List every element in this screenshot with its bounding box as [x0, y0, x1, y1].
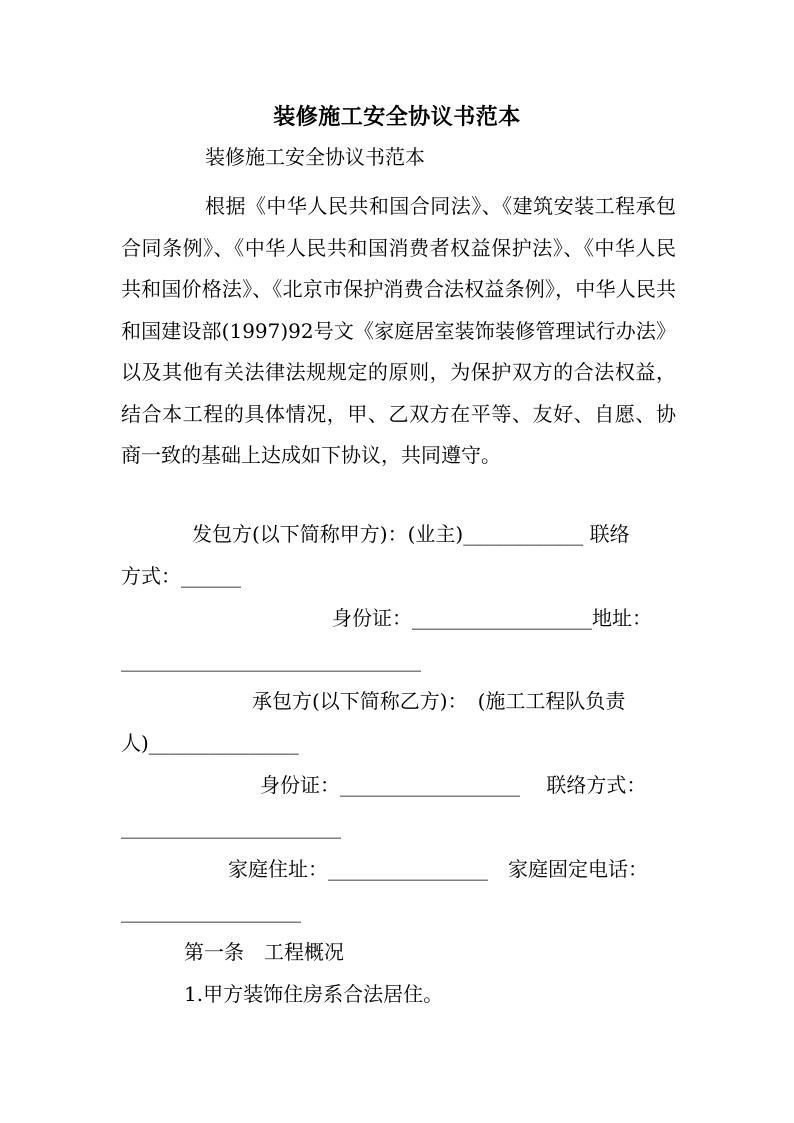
- intro-paragraph: [121, 186, 676, 477]
- home-address-line: 家庭住址：________________ 家庭固定电话：: [228, 857, 648, 881]
- article1-item1: 1.甲方装饰住房系合法居住。: [184, 982, 444, 1006]
- party-b-person-line: 人)_______________: [121, 731, 299, 755]
- document-subtitle: 装修施工安全协议书范本: [205, 145, 425, 169]
- party-b-line: 承包方(以下简称乙方)： (施工工程队负责: [252, 689, 626, 713]
- party-b-contact-blank: ______________________: [121, 815, 341, 839]
- party-b-id-line: 身份证：__________________ 联络方式：: [260, 773, 647, 797]
- party-a-contact-line: 方式：______: [121, 564, 241, 588]
- party-a-line: 发包方(以下简称甲方)：(业主)____________ 联络: [192, 522, 630, 546]
- home-phone-blank: __________________: [121, 899, 301, 923]
- document-title: 装修施工安全协议书范本: [273, 104, 521, 130]
- party-a-id-line: 身份证：__________________地址：: [332, 606, 652, 630]
- article1-heading: 第一条 工程概况: [184, 940, 344, 964]
- party-a-address-blank: ______________________________: [121, 648, 421, 672]
- intro-text: 根据《中华人民共和国合同法》、《建筑安装工程承包合同条例》、《中华人民共和国消费者权益保护法》、《中华人民共和国价格法》、《北京市保护消费合法权益条例》，中华人民共和国建设部(1997)92号文《家庭居室装饰装修管理试行办法》以及其他有关法律法规规定的原则，为保护双方的合法权益，结合本工程的具体情况，甲、乙双方在平等、友好、自愿、协商一致的基础上达成如下协议，共同遵守。: [121, 194, 676, 467]
